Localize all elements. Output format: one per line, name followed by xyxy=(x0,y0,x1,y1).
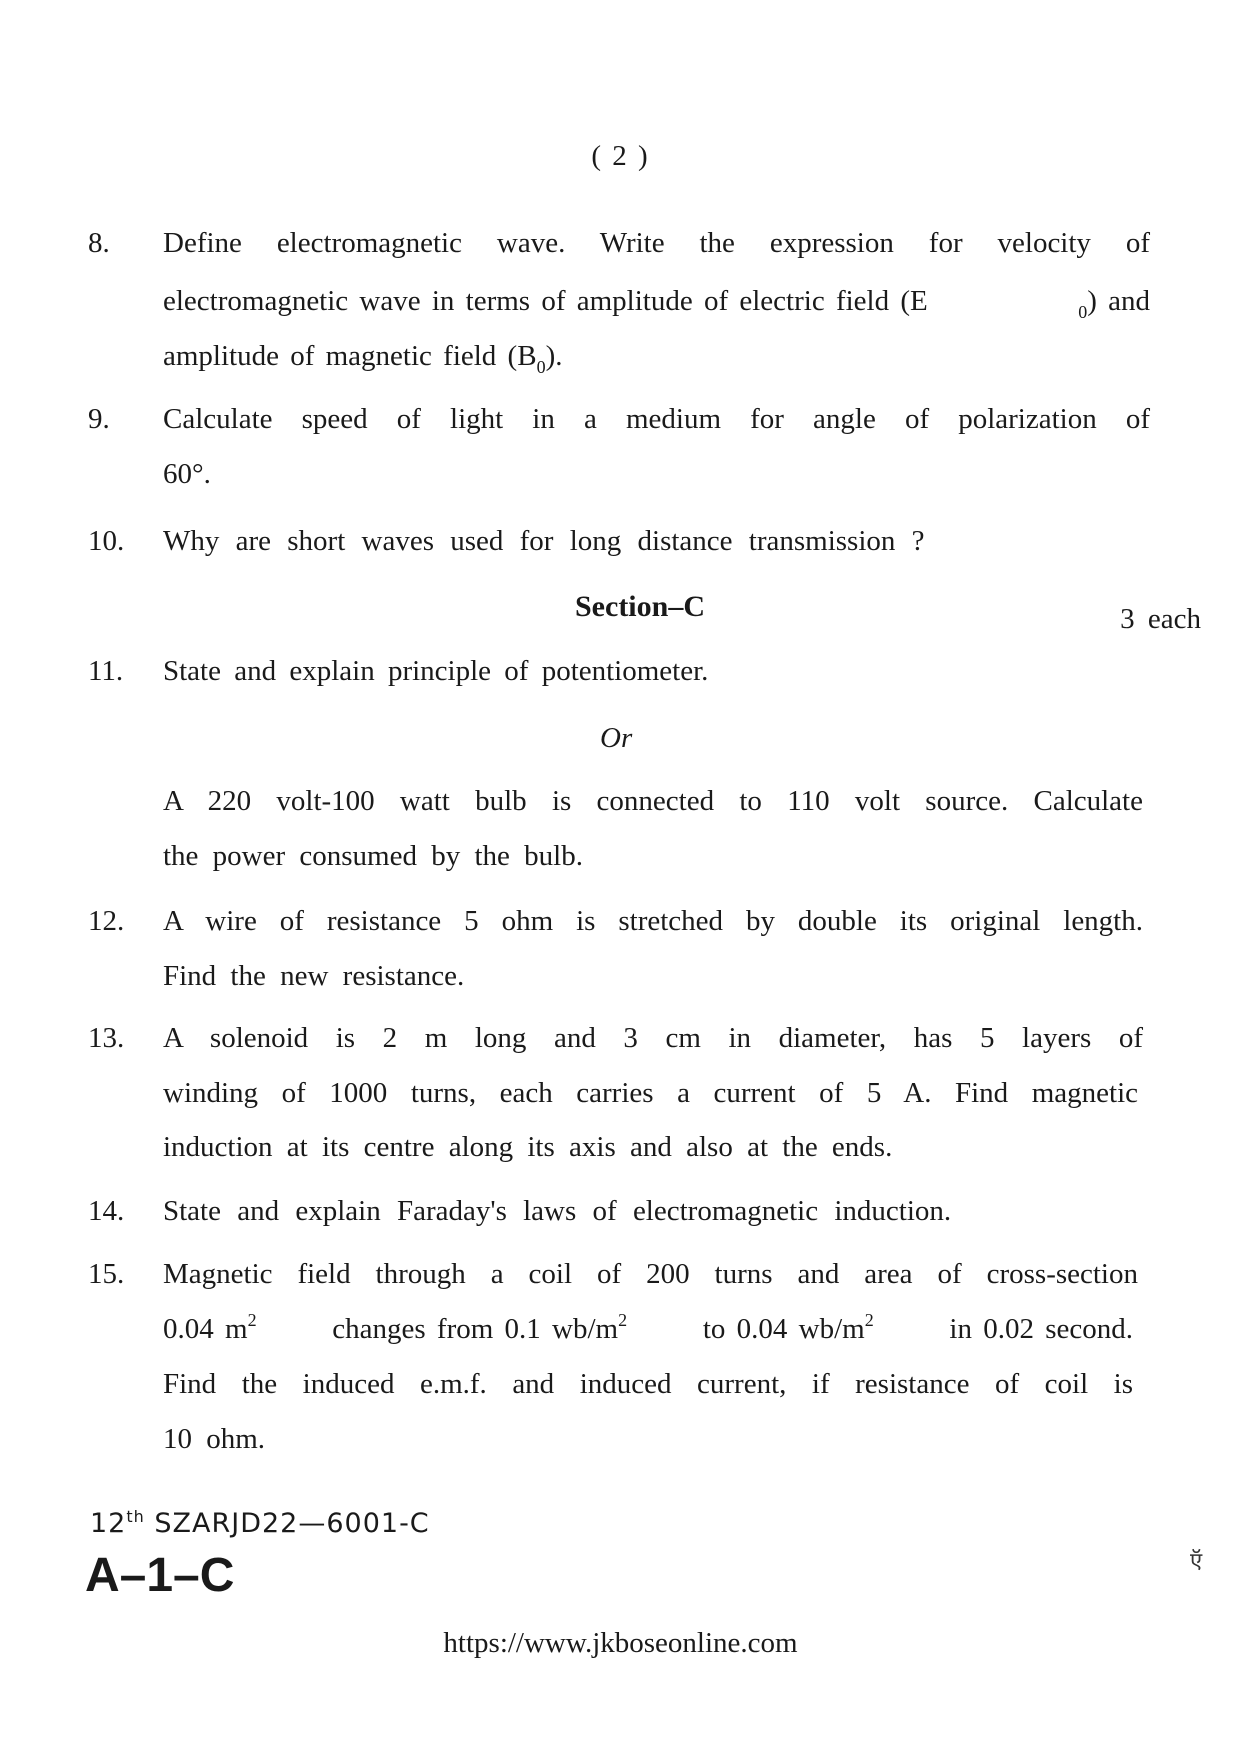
grade-prefix: 12 xyxy=(90,1508,127,1539)
m2-superscript: 2 xyxy=(247,1310,257,1330)
paper-code xyxy=(90,1508,430,1539)
q9-line-2: 60°. xyxy=(163,458,211,490)
q13-line-3: induction at its centre along its axis and also at the ends. xyxy=(163,1131,893,1163)
b0-subscript: 0 xyxy=(536,357,546,377)
question-number-13: 13. xyxy=(88,1022,125,1054)
q13-line-1: A solenoid is 2 m long and 3 cm in diameter, has 5 layers of xyxy=(163,1022,1143,1054)
q10-line-1: Why are short waves used for long distance transmission ? xyxy=(163,525,925,557)
q8-line-3-tail: ). xyxy=(545,340,563,372)
q15-line-4: 10 ohm. xyxy=(163,1423,266,1455)
q8-line-1: Define electromagnetic wave. Write the expression for velocity of xyxy=(163,227,1150,259)
q15-from-text: changes from 0.1 wb/m xyxy=(332,1313,619,1345)
q15-from xyxy=(332,1310,628,1346)
source-url: https://www.jkboseonline.com xyxy=(443,1627,798,1659)
q13-line-2: winding of 1000 turns, each carries a current of 5 A. Find magnetic xyxy=(163,1077,1138,1109)
q12-line-2: Find the new resistance. xyxy=(163,960,465,992)
q11-line-1: State and explain principle of potentiometer. xyxy=(163,655,709,687)
question-number-14: 14. xyxy=(88,1195,125,1227)
q11-alt-line-1: A 220 volt-100 watt bulb is connected to 110 volt source. Calculate xyxy=(163,785,1143,817)
q15-time: in 0.02 second. xyxy=(949,1313,1133,1345)
question-number-15: 15. xyxy=(88,1258,125,1290)
wbm2-superscript-1: 2 xyxy=(618,1310,628,1330)
page-number: ( 2 ) xyxy=(591,140,650,172)
corner-mark: ऍ xyxy=(1190,1548,1203,1573)
question-number-10: 10. xyxy=(88,525,125,557)
section-c-marks: 3 each xyxy=(1120,603,1201,635)
grade-suffix: th xyxy=(126,1507,145,1526)
q8-line-2-text: electromagnetic wave in terms of amplitude of electric field (E xyxy=(163,285,928,317)
q15-area-text: 0.04 m xyxy=(163,1313,248,1345)
q15-to-text: to 0.04 wb/m xyxy=(702,1313,865,1345)
q8-line-2-end xyxy=(1078,285,1150,322)
q9-line-1: Calculate speed of light in a medium for angle of polarization of xyxy=(163,403,1150,435)
question-number-12: 12. xyxy=(88,905,125,937)
series-code: A–1–C xyxy=(85,1549,235,1602)
q12-line-1: A wire of resistance 5 ohm is stretched by double its original length. xyxy=(163,905,1143,937)
e0-subscript: 0 xyxy=(1078,302,1088,322)
q15-line-2 xyxy=(163,1310,1133,1346)
question-number-9: 9. xyxy=(88,403,110,435)
question-number-8: 8. xyxy=(88,227,110,259)
question-number-11: 11. xyxy=(88,655,124,687)
q15-line-3: Find the induced e.m.f. and induced current, if resistance of coil is xyxy=(163,1368,1133,1400)
q11-alt-line-2: the power consumed by the bulb. xyxy=(163,840,583,872)
q8-line-2-tail: ) and xyxy=(1087,285,1150,317)
q15-line-1: Magnetic field through a coil of 200 turns and area of cross-section xyxy=(163,1258,1138,1290)
q8-line-3-text: amplitude of magnetic field (B xyxy=(163,340,537,372)
or-separator: Or xyxy=(600,722,633,754)
section-c-title: Section–C xyxy=(575,590,705,623)
q8-line-3 xyxy=(163,340,563,377)
wbm2-superscript-2: 2 xyxy=(864,1310,874,1330)
q8-line-2 xyxy=(163,285,1150,322)
paper-code-text: SZARJD22—6001-C xyxy=(154,1508,430,1539)
q15-area xyxy=(163,1310,257,1346)
q15-to xyxy=(702,1310,874,1346)
q14-line-1: State and explain Faraday's laws of electromagnetic induction. xyxy=(163,1195,952,1227)
